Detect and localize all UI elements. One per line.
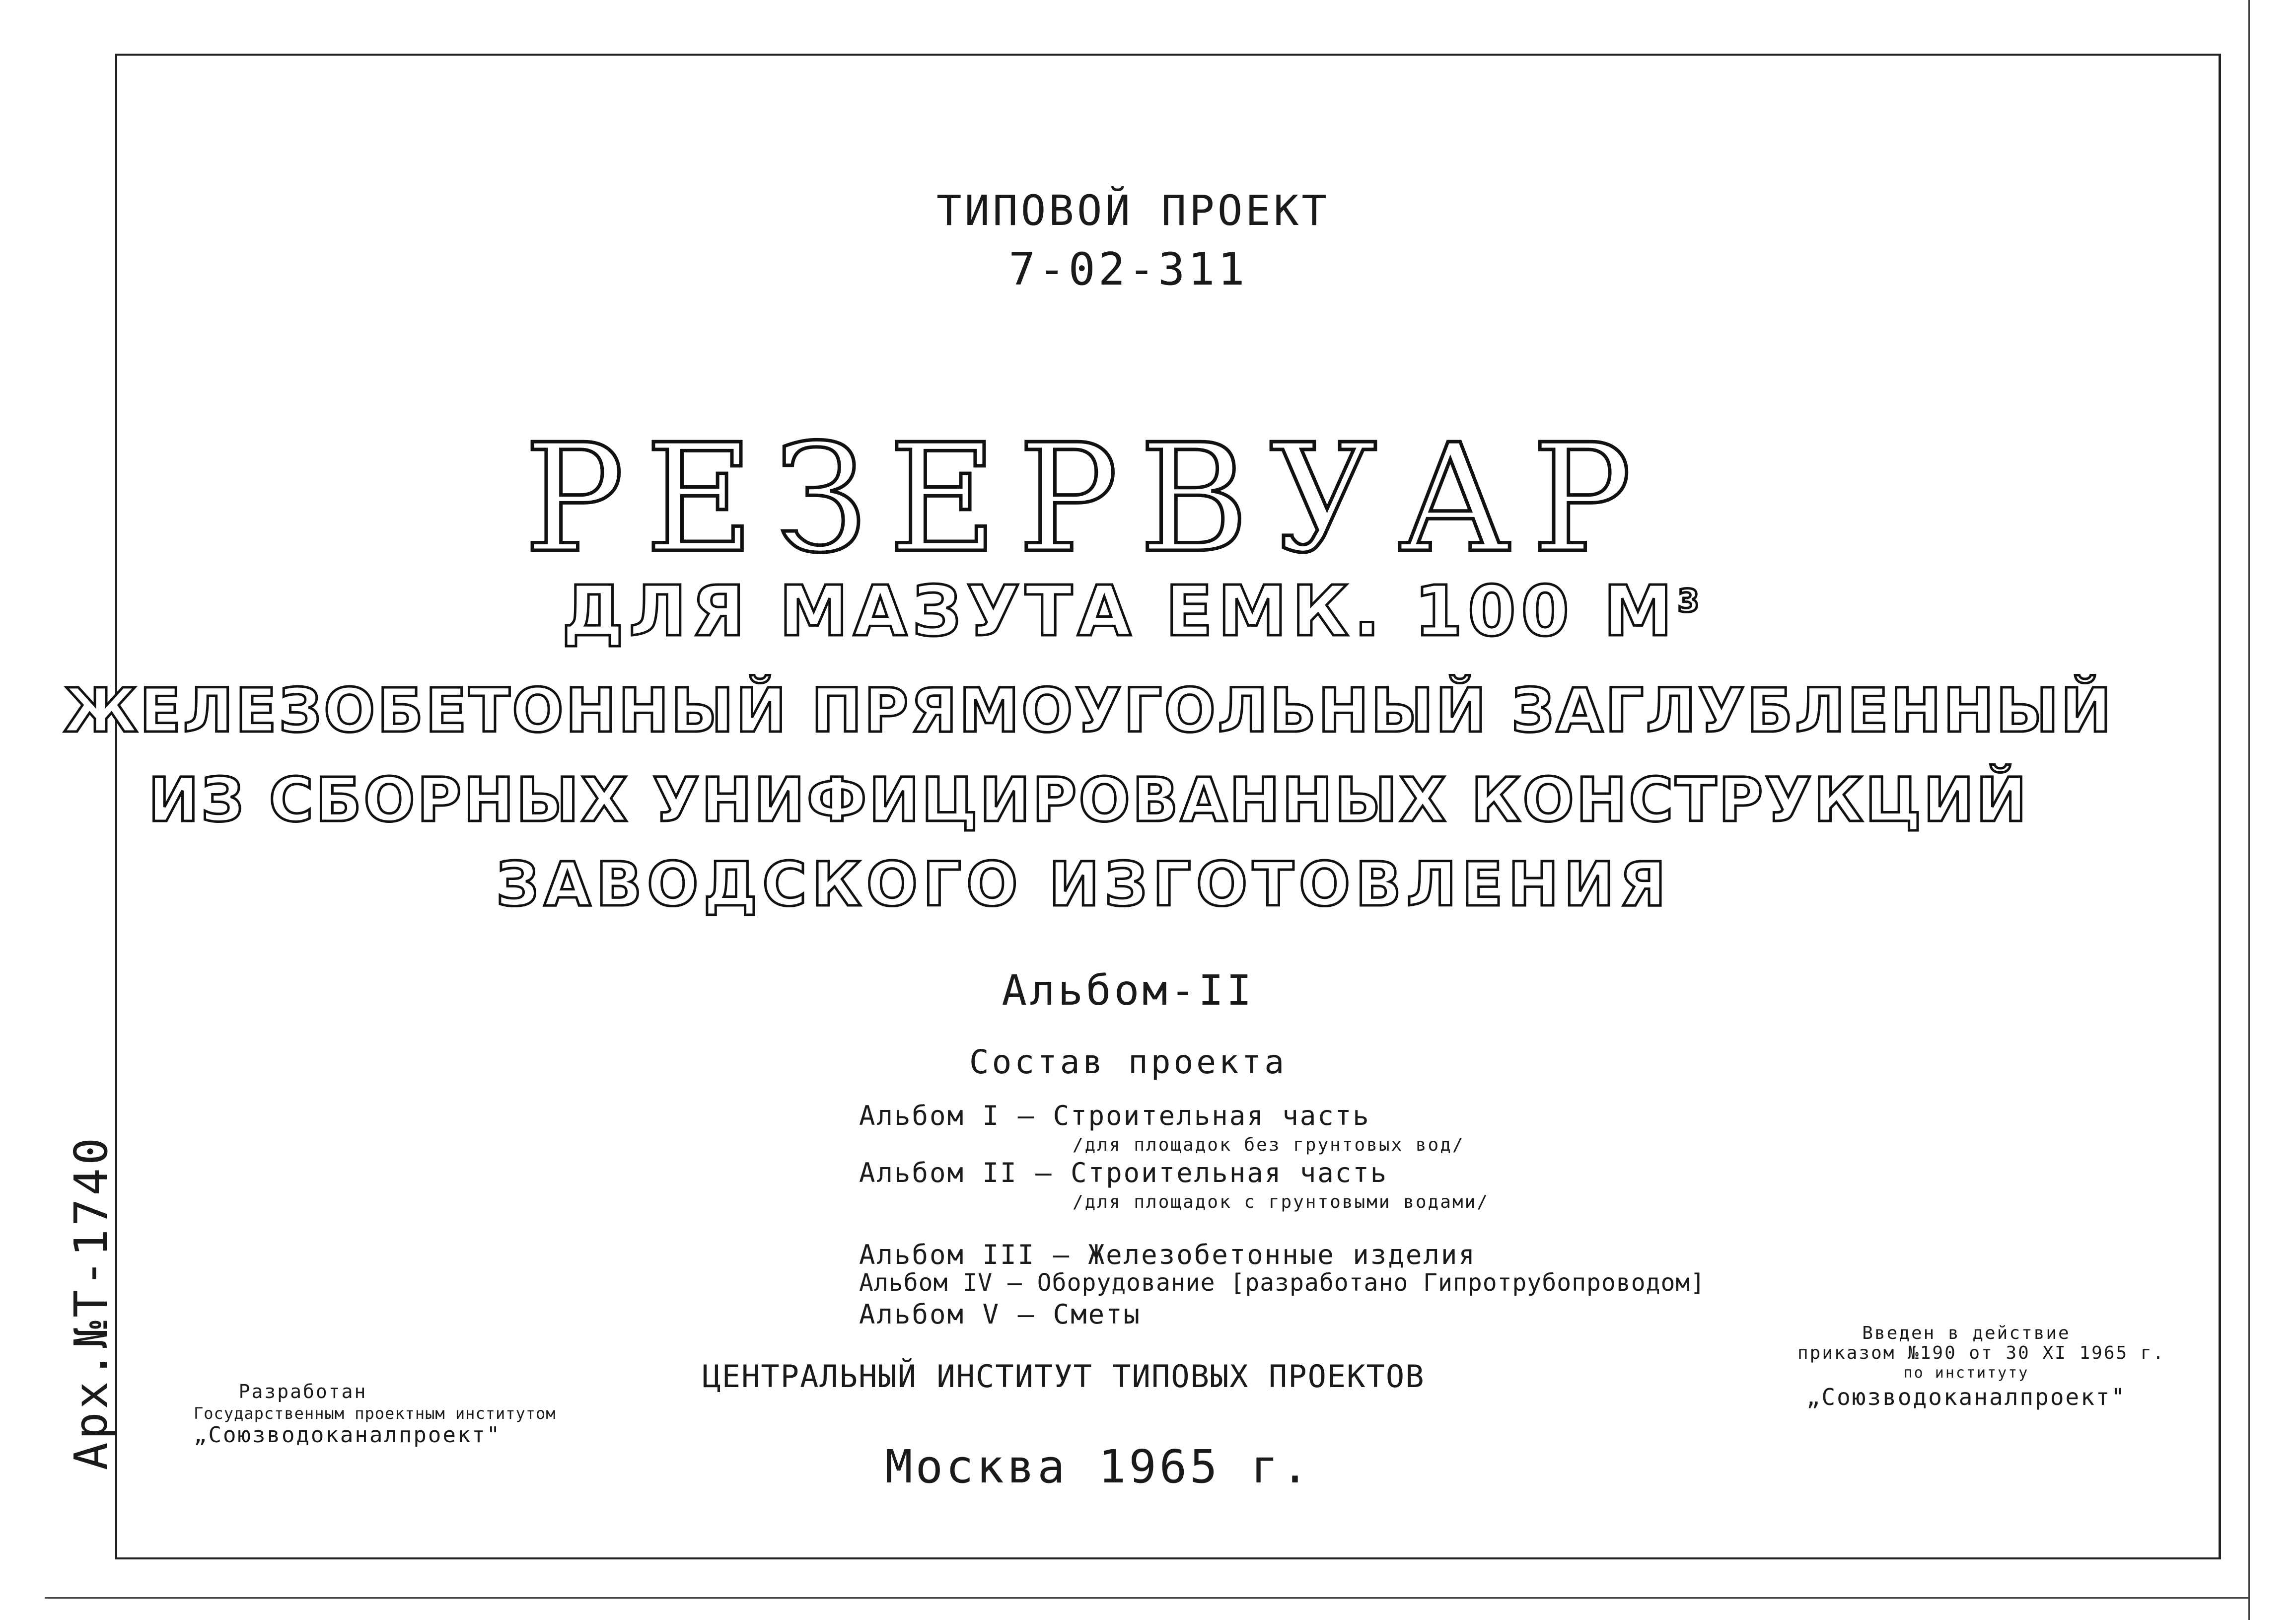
composition-note: /для площадок без грунтовых вод/: [1073, 1135, 1465, 1155]
enacted-line: „Союзводоканалпроект": [1806, 1384, 2127, 1410]
subtitle-line-2: ЖЕЛЕЗОБЕТОННЫЙ ПРЯМОУГОЛЬНЫЙ ЗАГЛУБЛЕННЫЙ: [63, 675, 2114, 746]
composition-heading: Состав проекта: [969, 1043, 1288, 1081]
composition-item: Альбом III — Железобетонные изделия: [859, 1239, 1476, 1270]
developer-line: „Союзводоканалпроект": [194, 1422, 502, 1448]
subtitle-line-1-text: ДЛЯ МАЗУТА ЕМК. 100 М: [562, 571, 1678, 652]
developer-line: Разработан: [238, 1381, 367, 1402]
enacted-line: приказом №190 от 30 XI 1965 г.: [1797, 1343, 2165, 1363]
project-type: ТИПОВОЙ ПРОЕКТ: [936, 186, 1330, 235]
subtitle-line-4: ЗАВОДСКОГО ИЗГОТОВЛЕНИЯ: [496, 849, 1671, 920]
composition-item: Альбом II — Строительная часть: [859, 1157, 1388, 1188]
composition-note: /для площадок с грунтовыми водами/: [1073, 1192, 1489, 1212]
developer-block: [194, 1381, 556, 1448]
album-label: Альбом-II: [1002, 966, 1255, 1015]
enacted-block: [1797, 1323, 2165, 1410]
archive-number: Арх.№Т-1740: [65, 1134, 118, 1470]
enacted-line: Введен в действие: [1862, 1323, 2071, 1343]
subtitle-line-3: ИЗ СБОРНЫХ УНИФИЦИРОВАННЫХ КОНСТРУКЦИЙ: [148, 765, 2029, 835]
subtitle-line-1: [0, 571, 2281, 652]
enacted-line: по институту: [1903, 1364, 2029, 1382]
superscript: 3: [1677, 583, 1705, 619]
developer-line: Государственным проектным институтом: [194, 1404, 556, 1423]
trim-line: [45, 1597, 2249, 1599]
composition-item: Альбом IV — Оборудование [разработано Гипротрубопроводом]: [859, 1269, 1706, 1297]
composition-item: Альбом I — Строительная часть: [859, 1100, 1370, 1131]
project-number: 7-02-311: [1008, 243, 1248, 295]
main-title: РЕЗЕРВУАР: [524, 412, 1653, 586]
institute-name: ЦЕНТРАЛЬНЫЙ ИНСТИТУТ ТИПОВЫХ ПРОЕКТОВ: [702, 1358, 1425, 1395]
city-year: Москва 1965 г.: [885, 1440, 1312, 1493]
composition-item: Альбом V — Сметы: [859, 1299, 1142, 1330]
